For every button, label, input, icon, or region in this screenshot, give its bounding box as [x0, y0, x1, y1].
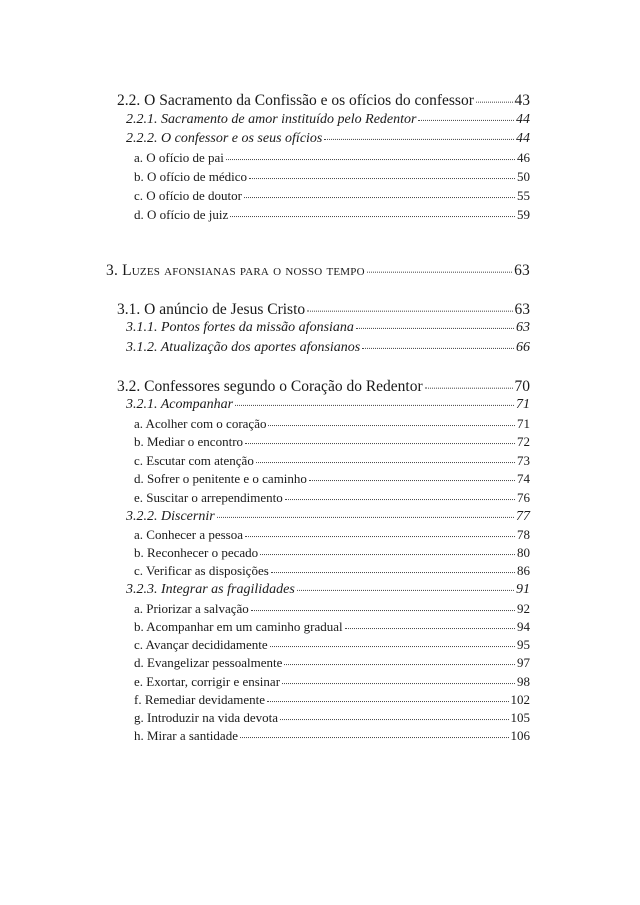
toc-entry-title: 2.2. O Sacramento da Confissão e os ofícios do confessor: [117, 92, 474, 109]
toc-entry-page: 92: [517, 601, 530, 616]
dot-leader: [271, 564, 515, 573]
dot-leader: [240, 729, 509, 738]
toc-entry-sec: [117, 378, 530, 396]
toc-entry-sub: [126, 131, 530, 147]
toc-entry-page: 74: [517, 471, 530, 486]
toc-entry-title: e. Suscitar o arrependimento: [134, 490, 283, 505]
toc-entry-sub: [126, 340, 530, 356]
dot-leader: [245, 435, 515, 444]
dot-leader: [324, 131, 514, 140]
toc-entry-page: 63: [514, 301, 530, 318]
dot-leader: [285, 491, 515, 500]
dot-leader: [362, 340, 514, 349]
toc-entry-title: 3.2.1. Acompanhar: [126, 397, 234, 412]
toc-entry-page: 80: [517, 545, 530, 560]
toc-entry-title: a. Priorizar a salvação: [134, 601, 249, 616]
toc-entry-item: [134, 188, 530, 204]
toc-entry-item: [134, 207, 530, 223]
dot-leader: [367, 262, 512, 272]
dot-leader: [230, 208, 515, 217]
toc-entry-page: 105: [510, 710, 530, 725]
toc-entry-page: 73: [517, 453, 530, 468]
dot-leader: [251, 602, 515, 611]
dot-leader: [297, 582, 514, 591]
dot-leader: [256, 454, 515, 463]
toc-entry-title: d. O ofício de juiz: [134, 207, 229, 222]
toc-entry-page: 91: [516, 582, 530, 597]
toc-entry-title: e. Exortar, corrigir e ensinar: [134, 674, 281, 689]
toc-entry-title: b. Reconhecer o pecado: [134, 545, 259, 560]
toc-entry-page: 63: [514, 262, 530, 279]
toc-entry-title: 3.2.3. Integrar as fragilidades: [126, 582, 295, 597]
toc-entry-sub: [126, 112, 530, 128]
toc-entry-sub: [126, 397, 530, 413]
dot-leader: [260, 546, 515, 555]
dot-leader: [217, 509, 514, 518]
toc-entry-sub: [126, 509, 530, 525]
toc-entry-page: 43: [514, 92, 530, 109]
toc-entry-item: [134, 728, 530, 744]
toc-entry-title: 3.1.2. Atualização dos aportes afonsianos: [126, 340, 361, 355]
toc-entry-title: c. Verificar as disposições: [134, 563, 269, 578]
dot-leader: [235, 397, 514, 406]
toc-entry-page: 94: [517, 619, 530, 634]
dot-leader: [226, 151, 515, 160]
dot-leader: [282, 675, 515, 684]
toc-entry-page: 44: [516, 131, 530, 146]
dot-leader: [245, 528, 515, 537]
dot-leader: [309, 472, 515, 481]
toc-entry-item: [134, 674, 530, 690]
toc-entry-item: [134, 601, 530, 617]
dot-leader: [244, 189, 515, 198]
toc-entry-title: 3.1.1. Pontos fortes da missão afonsiana: [126, 320, 354, 335]
toc-entry-title: d. Sofrer o penitente e o caminho: [134, 471, 307, 486]
toc-entry-title: 3.1. O anúncio de Jesus Cristo: [117, 301, 306, 318]
toc-entry-page: 77: [516, 509, 530, 524]
toc-entry-item: [134, 416, 530, 432]
toc-entry-title: d. Evangelizar pessoalmente: [134, 655, 283, 670]
dot-leader: [476, 92, 513, 102]
dot-leader: [270, 638, 515, 647]
toc-entry-page: 70: [514, 378, 530, 395]
toc-entry-page: 97: [517, 655, 530, 670]
dot-leader: [284, 656, 515, 665]
dot-leader: [249, 170, 515, 179]
dot-leader: [356, 320, 514, 329]
toc-entry-item: [134, 169, 530, 185]
toc-entry-item: [134, 619, 530, 635]
toc-entry-title: c. Escutar com atenção: [134, 453, 254, 468]
toc-entry-page: 78: [517, 527, 530, 542]
toc-entry-page: 50: [517, 169, 530, 184]
toc-entry-title: 2.2.1. Sacramento de amor instituído pelo Redentor: [126, 112, 417, 127]
toc-entry-item: [134, 710, 530, 726]
toc-entry-title: a. O ofício de pai: [134, 150, 224, 165]
toc-entry-page: 55: [517, 188, 530, 203]
toc-entry-item: [134, 453, 530, 469]
toc-entry-title: c. Avançar decididamente: [134, 637, 268, 652]
dot-leader: [307, 301, 512, 311]
toc-entry-page: 106: [510, 728, 530, 743]
toc-entry-title: h. Mirar a santidade: [134, 728, 238, 743]
toc-entry-item: [134, 692, 530, 708]
toc-entry-sub: [126, 320, 530, 336]
toc-entry-title: 2.2.2. O confessor e os seus ofícios: [126, 131, 323, 146]
toc-entry-page: 95: [517, 637, 530, 652]
toc-entry-title: a. Conhecer a pessoa: [134, 527, 244, 542]
toc-entry-title: b. Mediar o encontro: [134, 434, 244, 449]
toc-entry-page: 86: [517, 563, 530, 578]
toc-entry-sec: [117, 301, 530, 319]
toc-entry-item: [134, 545, 530, 561]
toc-entry-sub: [126, 582, 530, 598]
dot-leader: [345, 620, 515, 629]
dot-leader: [425, 378, 513, 388]
toc-entry-page: 76: [517, 490, 530, 505]
toc-entry-item: [134, 490, 530, 506]
toc-entry-item: [134, 655, 530, 671]
toc-entry-sec: [117, 92, 530, 110]
toc-entry-page: 98: [517, 674, 530, 689]
toc-entry-title: f. Remediar devidamente: [134, 692, 266, 707]
toc-entry-item: [134, 150, 530, 166]
toc-entry-title: a. Acolher com o coração: [134, 416, 267, 431]
toc-entry-title: b. O ofício de médico: [134, 169, 247, 184]
dot-leader: [268, 417, 515, 426]
toc-entry-title: 3. Luzes afonsianas para o nosso tempo: [106, 262, 365, 279]
toc-entry-page: 63: [516, 320, 530, 335]
toc-entry-title: g. Introduzir na vida devota: [134, 710, 279, 725]
toc-entry-page: 71: [516, 397, 530, 412]
toc-entry-page: 71: [517, 416, 530, 431]
toc-entry-item: [134, 563, 530, 579]
dot-leader: [280, 711, 508, 720]
toc-entry-title: 3.2. Confessores segundo o Coração do Redentor: [117, 378, 423, 395]
toc-entry-item: [134, 637, 530, 653]
toc-entry-title: c. O ofício de doutor: [134, 188, 242, 203]
toc-entry-page: 59: [517, 207, 530, 222]
toc-entry-page: 102: [510, 692, 530, 707]
toc-entry-title: 3.2.2. Discernir: [126, 509, 215, 524]
toc-entry-chap: [106, 262, 530, 280]
toc-entry-item: [134, 471, 530, 487]
toc-entry-page: 72: [517, 434, 530, 449]
dot-leader: [418, 112, 514, 121]
toc-entry-page: 66: [516, 340, 530, 355]
dot-leader: [267, 693, 508, 702]
toc-entry-item: [134, 434, 530, 450]
toc-entry-item: [134, 527, 530, 543]
toc-entry-page: 46: [517, 150, 530, 165]
toc-entry-title: b. Acompanhar em um caminho gradual: [134, 619, 343, 634]
toc-entry-page: 44: [516, 112, 530, 127]
